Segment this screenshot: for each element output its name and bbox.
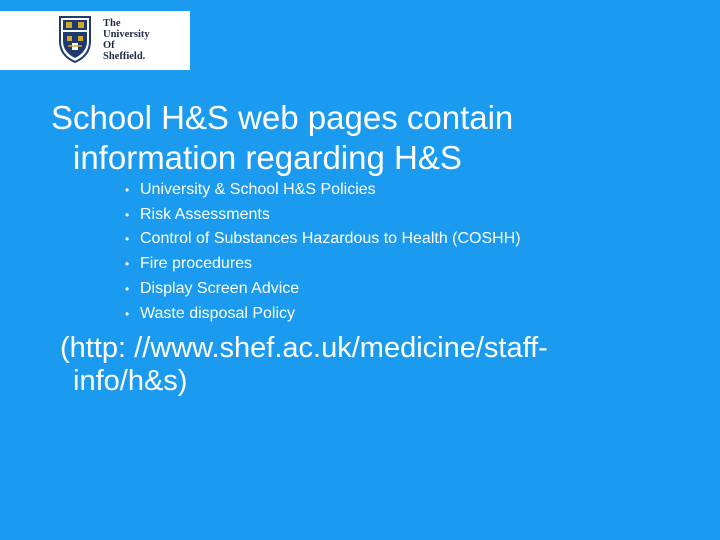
list-item xyxy=(125,227,521,252)
list-item-text: Control of Substances Hazardous to Health (COSHH) xyxy=(140,230,521,248)
list-item-text: Risk Assessments xyxy=(140,205,270,223)
logo-line-the: The xyxy=(103,18,121,29)
heading-line-1: School H&S web pages contain xyxy=(51,99,514,136)
heading-line-2: information regarding H&S xyxy=(73,139,462,176)
list-item xyxy=(125,203,521,228)
bullet-icon: • xyxy=(125,232,130,247)
url-line-1[interactable]: (http: //www.shef.ac.uk/medicine/staff- xyxy=(60,332,548,364)
bullet-icon: • xyxy=(125,183,130,197)
logo-line-sheffield: Sheffield. xyxy=(103,51,146,62)
web-address[interactable] xyxy=(60,332,700,398)
list-item-text: Waste disposal Policy xyxy=(140,304,296,322)
topic-list xyxy=(125,178,521,326)
url-line-2[interactable]: info/h&s) xyxy=(73,365,188,397)
list-item-text: University & School H&S Policies xyxy=(140,181,376,198)
bullet-icon: • xyxy=(125,306,130,321)
logo-line-university: University xyxy=(103,29,150,40)
bullet-icon: • xyxy=(125,281,130,296)
list-item-text: Fire procedures xyxy=(140,255,253,273)
bullet-icon: • xyxy=(125,207,130,222)
list-item-text: Display Screen Advice xyxy=(140,279,300,297)
list-item xyxy=(125,277,521,302)
logo-line-of: Of xyxy=(103,40,115,51)
list-item xyxy=(125,178,521,203)
bullet-icon: • xyxy=(125,257,130,272)
university-logo xyxy=(0,11,190,70)
list-item xyxy=(125,252,521,277)
slide-heading xyxy=(51,98,671,178)
crest-icon xyxy=(58,15,92,63)
list-item xyxy=(125,302,521,327)
